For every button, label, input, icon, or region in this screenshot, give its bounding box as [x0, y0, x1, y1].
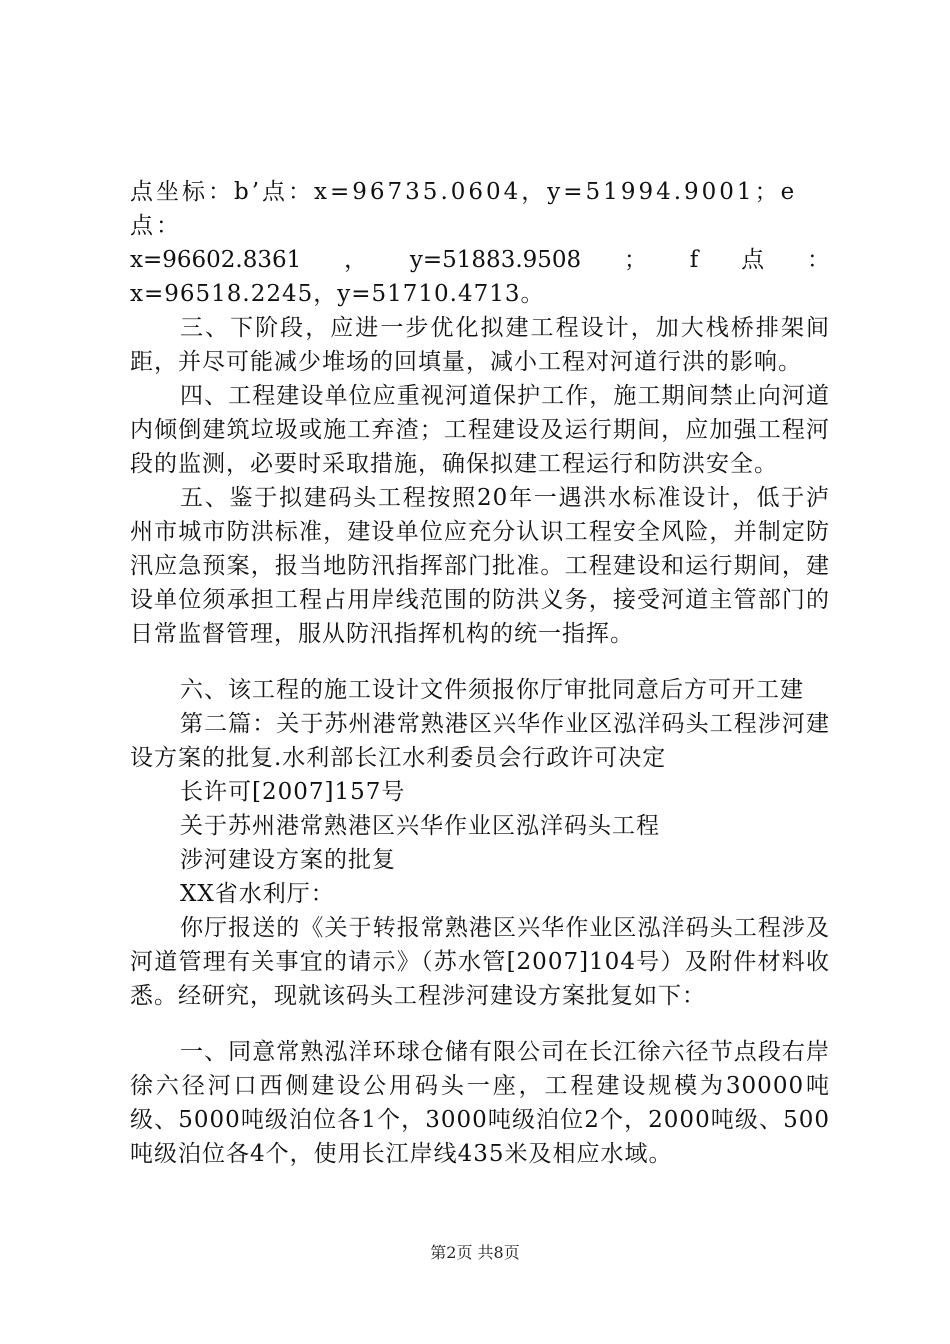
- coord-e-y: y=51883.9508: [409, 247, 582, 273]
- subject-line-2: 涉河建设方案的批复: [180, 847, 396, 873]
- second-part-title: 第二篇：关于苏州港常熟港区兴华作业区泓洋码头工程涉河建设方案的批复.水利部长江水利委员会行政许可决定: [130, 711, 830, 771]
- permit-number: 长许可[2007]157号: [180, 779, 406, 805]
- coord-sep-3: ：: [806, 247, 830, 273]
- coord-line-1: 点坐标：b’点：x=96735.0604，y=51994.9001；e点：: [130, 179, 798, 239]
- page-footer: 第2页 共8页: [430, 1243, 520, 1262]
- coord-e-x: x=96602.8361: [130, 247, 302, 273]
- coord-sep-2: ；: [623, 247, 647, 273]
- body-paragraph-1: 你厅报送的《关于转报常熟港区兴华作业区泓洋码头工程涉及河道管理有关事宜的请示》（苏水管[2007]104号）及附件材料收悉。经研究，现就该码头工程涉河建设方案批复如下：: [130, 915, 830, 1009]
- coord-line-2: [130, 243, 830, 277]
- coord-line-3: x=96518.2245，y=51710.4713。: [130, 281, 545, 307]
- paragraph-4: 四、工程建设单位应重视河道保护工作，施工期间禁止向河道内倾倒建筑垃圾或施工弃渣；工程建设及运行期间，应加强工程河段的监测，必要时采取措施，确保拟建工程运行和防洪安全。: [130, 383, 830, 477]
- addressee: XX省水利厅：: [180, 881, 335, 907]
- paragraph-3: 三、下阶段，应进一步优化拟建工程设计，加大栈桥排架间距，并尽可能减少堆场的回填量，减小工程对河道行洪的影响。: [130, 315, 830, 375]
- coord-f-label: f: [689, 247, 699, 273]
- body-paragraph-2: 一、同意常熟泓洋环球仓储有限公司在长江徐六径节点段右岸徐六径河口西侧建设公用码头一座，工程建设规模为30000吨级、5000吨级泊位各1个，3000吨级泊位2个，2000吨级、500吨级泊位各4个，使用长江岸线435米及相应水域。: [130, 1039, 830, 1167]
- paragraph-5: 五、鉴于拟建码头工程按照20年一遇洪水标准设计，低于泸州市城市防洪标准，建设单位应充分认识工程安全风险，并制定防汛应急预案，报当地防汛指挥部门批准。工程建设和运行期间，建设单位须承担工程占用岸线范围的防洪义务，接受河道主管部门的日常监督管理，服从防汛指挥机构的统一指挥。: [130, 485, 830, 647]
- coord-sep-1: ，: [344, 247, 368, 273]
- coord-f-point: 点: [741, 247, 765, 273]
- paragraph-6: 六、该工程的施工设计文件须报你厅审批同意后方可开工建: [180, 677, 804, 703]
- subject-line-1: 关于苏州港常熟港区兴华作业区泓洋码头工程: [180, 813, 660, 839]
- document-body: [130, 175, 830, 1171]
